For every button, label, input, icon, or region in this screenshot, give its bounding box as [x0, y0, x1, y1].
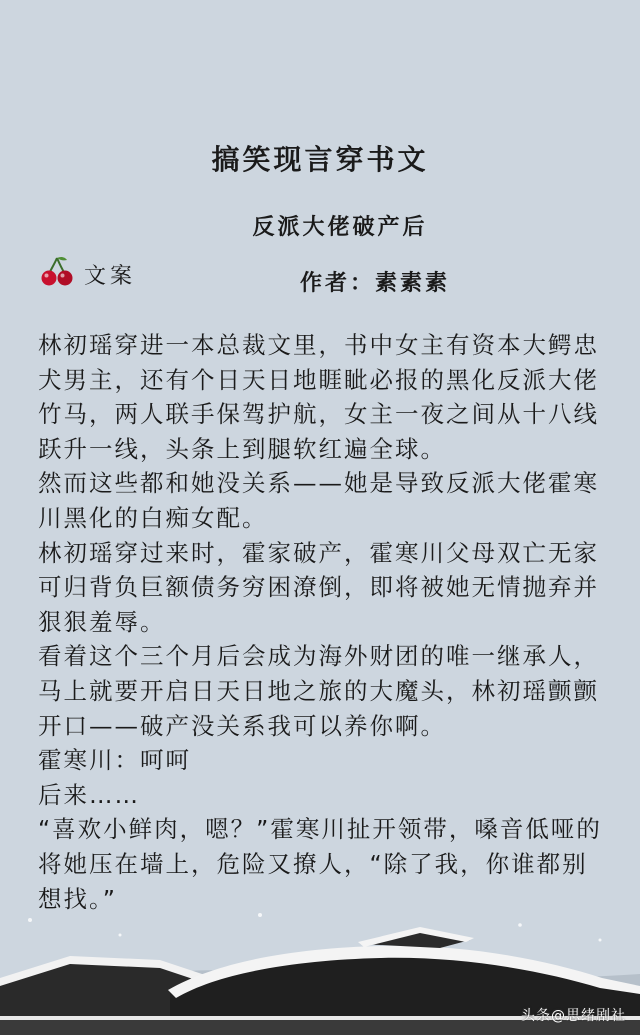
paragraph: 后来……	[38, 780, 140, 809]
section-label: 文案	[84, 263, 137, 289]
paragraph: “喜欢小鲜肉，嗯？”霍寒川扯开领带，嗓音低哑的将她压在墙上，危险又撩人，“除了我，你谁都别想找。”	[38, 815, 602, 913]
page-title: 搞笑现言穿书文	[211, 143, 429, 176]
section-heading	[40, 258, 136, 290]
author-line: 作者：素素素	[300, 271, 451, 296]
book-title: 反派大佬破产后	[252, 215, 428, 240]
paragraph: 霍寒川：呵呵	[38, 746, 191, 775]
paragraph: 然而这些都和她没关系——她是导致反派大佬霍寒川黑化的白痴女配。	[38, 469, 599, 532]
paragraph: 林初瑶穿进一本总裁文里，书中女主有资本大鳄忠犬男主，还有个日天日地睚眦必报的黑化反派大佬竹马，两人联手保驾护航，女主一夜之间从十八线跃升一线，头条上到腿软红遍全球。	[38, 331, 599, 463]
watermark: 头条@思绪剧社	[521, 1008, 626, 1024]
paragraph: 林初瑶穿过来时，霍家破产，霍寒川父母双亡无家可归背负巨额债务穷困潦倒，即将被她无情抛弃并狠狠羞辱。	[38, 538, 599, 636]
synopsis	[38, 328, 608, 916]
paragraph: 看着这个三个月后会成为海外财团的唯一继承人，马上就要开启日天日地之旅的大魔头，林初瑶颤颤开口——破产没关系我可以养你啊。	[38, 642, 599, 740]
cherry-icon	[40, 255, 74, 293]
